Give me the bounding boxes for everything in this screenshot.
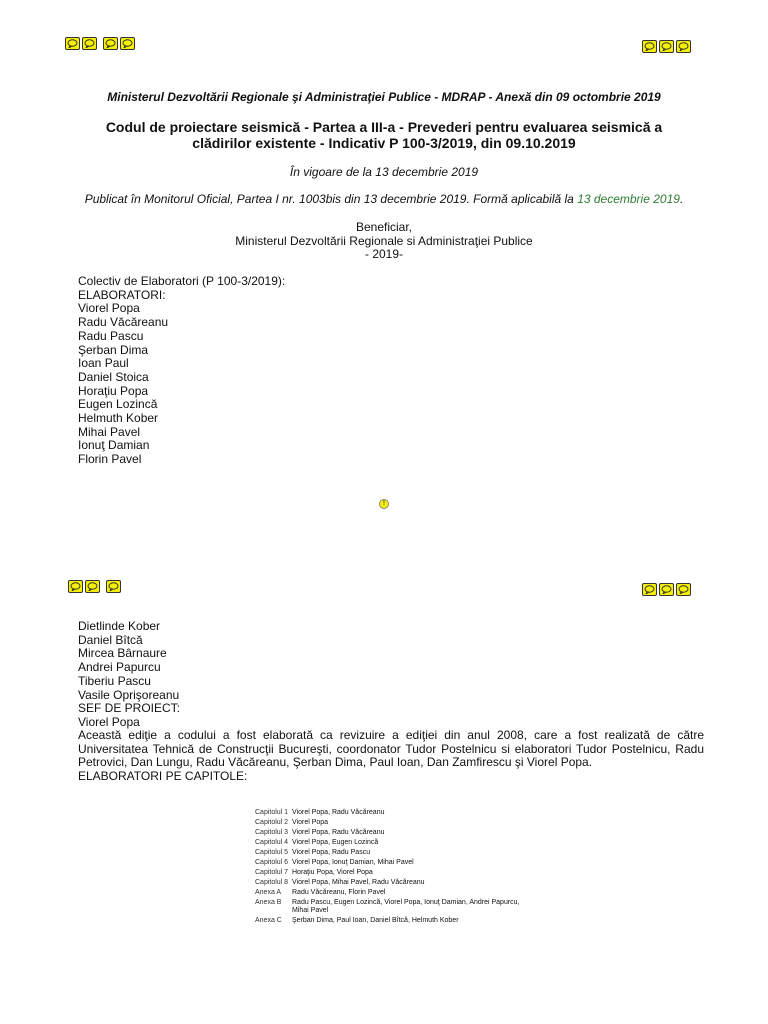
comment-icon[interactable] [103,37,118,50]
project-lead-name: Viorel Popa [78,714,140,729]
chapter-authors: Viorel Popa, Radu Văcăreanu [292,809,385,816]
chapter-label: Capitolul 3 [255,829,289,836]
authors-list-continued [78,620,180,730]
authors-heading: Colectiv de Elaboratori (P 100-3/2019): [78,274,286,288]
author-name: Radu Pascu [78,328,144,343]
title-line-2: clădirilor existente - Indicativ P 100-3/2019, din 09.10.2019 [192,135,576,151]
author-name: Viorel Popa [78,301,140,316]
author-name: Helmuth Kober [78,411,159,426]
beneficiary-name: Ministerul Dezvoltării Regionale si Administraţiei Publice [235,233,533,248]
chapter-row [255,889,522,897]
chapter-row [255,859,522,867]
chapter-authors: Viorel Popa, Ionuţ Damian, Mihai Pavel [292,859,414,866]
title-line-1: Codul de proiectare seismică - Partea a III-a - Prevederi pentru evaluarea seismică a [105,119,663,135]
author-name: Daniel Stoica [78,369,149,384]
author-name: Radu Văcăreanu [78,315,169,330]
publication-note [0,192,768,206]
author-name: Horaţiu Popa [78,383,149,398]
author-name: Dietlinde Kober [78,619,161,633]
comment-icon[interactable] [85,580,100,593]
chapter-row [255,917,522,925]
chapter-label: Capitolul 2 [255,819,289,826]
chapter-row [255,899,522,915]
toolbar-left-top [65,37,135,50]
comment-icon[interactable] [120,37,135,50]
chapter-label: Capitolul 4 [255,839,289,846]
chapter-authors: Viorel Popa [292,819,329,826]
chapter-row [255,809,522,817]
chapter-authors: Viorel Popa, Eugen Lozincă [292,839,379,846]
applicable-date-link[interactable]: 13 decembrie 2019 [577,192,680,206]
chapter-label: Capitolul 8 [255,879,289,886]
author-name: Mircea Bârnaure [78,646,167,661]
author-name: Daniel Bîtcă [78,632,143,647]
chapter-row [255,829,522,837]
comment-icon[interactable] [68,580,83,593]
ministry-header: Ministerul Dezvoltării Regionale şi Administraţiei Publice - MDRAP - Anexă din 09 octombrie 2019 [107,90,661,104]
chapter-authors: Viorel Popa, Radu Văcăreanu [292,829,385,836]
comment-icon[interactable] [659,40,674,53]
comment-icon[interactable] [82,37,97,50]
publication-text: Publicat în Monitorul Oficial, Partea I nr. 1003bis din 13 decembrie 2019. Formă aplicabilă la [84,192,578,206]
chapter-label: Anexa C [255,917,282,924]
project-lead-label: SEF DE PROIECT: [78,701,181,716]
toolbar-right-top [642,40,691,53]
chapter-row [255,879,522,887]
chapter-row [255,839,522,847]
chapter-authors: Şerban Dima, Paul Ioan, Daniel Bîtcă, Helmuth Kober [292,917,459,924]
author-name: Florin Pavel [78,452,142,467]
chapter-authors: Viorel Popa, Mihai Pavel, Radu Văcăreanu [292,879,425,886]
chapter-authors: Viorel Popa, Radu Pascu [292,849,371,856]
chapter-authors: Horaţiu Popa, Viorel Popa [292,869,373,876]
author-name: Ioan Paul [78,356,129,371]
chapter-label: Anexa B [255,899,282,906]
comment-icon[interactable] [676,40,691,53]
chapter-row [255,849,522,857]
chapters-table [255,809,522,927]
author-name: Şerban Dima [78,342,149,357]
author-name: Andrei Papurcu [78,660,161,675]
edition-text: Această ediţie a codului a fost elaborată ca revizuire a ediţiei din anul 2008, care a fost realizată de către Universitatea Tehnică de Construcţii Bucureşti, coordonator Tudor Postelnicu si elaboratori Tudor Postelnicu, Radu Petrovici, Dan Lungu, Radu Văcăreanu, Şerban Dima, Paul Ioan, Dan Zamfirescu şi Viorel Popa. [78,728,704,770]
edition-paragraph [78,729,704,770]
chapter-label: Capitolul 1 [255,809,289,816]
authors-subheading: ELABORATORI: [78,287,166,302]
beneficiary-block [0,221,768,262]
authors-list [78,275,285,467]
comment-icon[interactable] [676,583,691,596]
in-force-date: În vigoare de la 13 decembrie 2019 [289,165,479,179]
author-name: Tiberiu Pascu [78,673,151,688]
author-name: Vasile Oprişoreanu [78,687,180,702]
toolbar-left-page2 [68,580,121,593]
chapter-label: Capitolul 7 [255,869,289,876]
beneficiary-year: - 2019- [364,247,404,262]
chapter-authors: Radu Pascu, Eugen Lozincă, Viorel Popa, Ionuţ Damian, Andrei Papurcu, Mihai Pavel [292,899,520,914]
document-title [0,119,768,151]
chapter-row [255,819,522,827]
comment-icon[interactable] [659,583,674,596]
author-name: Mihai Pavel [78,424,141,439]
beneficiary-label: Beneficiar, [355,220,413,234]
chapter-label: Capitolul 6 [255,859,289,866]
toolbar-right-page2 [642,583,691,596]
chapter-label: Capitolul 5 [255,849,289,856]
page-marker-icon[interactable]: ! [379,499,389,509]
comment-icon[interactable] [106,580,121,593]
comment-icon[interactable] [642,40,657,53]
chapters-heading: ELABORATORI PE CAPITOLE: [78,769,248,783]
chapter-label: Anexa A [255,889,282,896]
author-name: Ionuţ Damian [78,438,150,453]
chapter-row [255,869,522,877]
publication-end: . [679,192,684,206]
comment-icon[interactable] [642,583,657,596]
comment-icon[interactable] [65,37,80,50]
chapter-authors: Radu Văcăreanu, Florin Pavel [292,889,386,896]
author-name: Eugen Lozincă [78,397,158,412]
